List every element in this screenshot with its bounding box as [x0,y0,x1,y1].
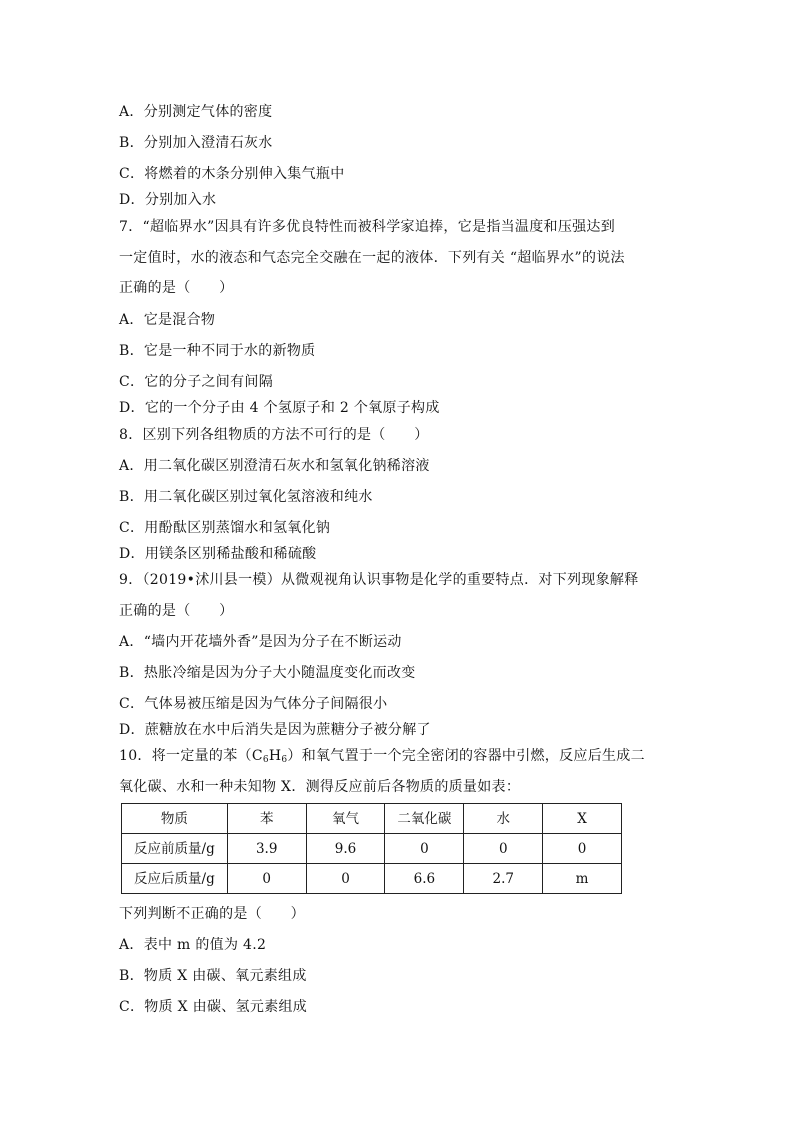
q8-option-c: C．用酚酞区别蒸馏水和氢氧化钠 [119,520,331,536]
q10-option-c: C．物质 X 由碳、氢元素组成 [119,999,308,1015]
q10-stem-line3: 下列判断不正确的是（ ） [119,906,305,922]
table-cell: 0 [385,834,464,864]
q6-option-c: C．将燃着的木条分别伸入集气瓶中 [119,166,345,182]
q10-subscript-1: 6 [262,755,269,765]
table-cell: 3.9 [227,834,306,864]
table-header-cell: 二氧化碳 [385,804,464,834]
q10-subscript-2: 6 [281,755,288,765]
table-cell: m [543,864,622,894]
table-cell: 0 [306,864,385,894]
q10-stem-line2: 氧化碳、水和一种未知物 X．测得反应前后各物质的质量如表： [119,779,521,795]
table-cell: 6.6 [385,864,464,894]
q9-stem-line1: 9．（2019•沭川县一模）从微观视角认识事物是化学的重要特点．对下列现象解释 [119,572,639,588]
table-cell: 9.6 [306,834,385,864]
q8-option-b: B．用二氧化碳区别过氧化氢溶液和纯水 [119,489,373,505]
q6-option-a: A．分别测定气体的密度 [119,104,273,120]
q7-option-d: D．它的一个分子由 4 个氢原子和 2 个氧原子构成 [119,400,440,416]
table-row [122,864,622,894]
q7-option-b: B．它是一种不同于水的新物质 [119,343,316,359]
mass-table [121,803,622,894]
table-header-cell: 物质 [122,804,228,834]
table-cell: 0 [464,834,543,864]
q6-option-b: B．分别加入澄清石灰水 [119,135,273,151]
table-header-cell: 苯 [227,804,306,834]
q7-option-c: C．它的分子之间有间隔 [119,374,274,390]
q6-option-d: D．分别加入水 [119,192,217,208]
q7-stem-line2: 一定值时，水的液态和气态完全交融在一起的液体．下列有关 “超临界水”的说法 [119,250,625,266]
q7-option-a: A．它是混合物 [119,312,216,328]
table-header-cell: X [543,804,622,834]
q10-option-a: A．表中 m 的值为 4.2 [119,937,267,953]
table-cell: 0 [543,834,622,864]
table-cell: 反应后质量/g [122,864,228,894]
table-cell: 0 [227,864,306,894]
table-row [122,834,622,864]
q10-formula-h: H [268,748,282,764]
table-cell: 2.7 [464,864,543,894]
q8-option-a: A．用二氧化碳区别澄清石灰水和氢氧化钠稀溶液 [119,458,430,474]
q9-option-a: A．“墙内开花墙外香”是因为分子在不断运动 [119,634,402,650]
q10-option-b: B．物质 X 由碳、氧元素组成 [119,968,307,984]
q8-option-d: D．用镁条区别稀盐酸和稀硫酸 [119,546,317,562]
q10-stem-line1 [119,747,645,769]
q9-option-b: B．热胀冷缩是因为分子大小随温度变化而改变 [119,665,416,681]
table-header-cell: 氧气 [306,804,385,834]
table-header-row [122,804,622,834]
q9-stem-line2: 正确的是（ ） [119,603,234,619]
q7-stem-line3: 正确的是（ ） [119,280,234,296]
q9-option-d: D．蔗糖放在水中后消失是因为蔗糖分子被分解了 [119,722,431,738]
table-cell: 反应前质量/g [122,834,228,864]
q9-option-c: C．气体易被压缩是因为气体分子间隔很小 [119,696,388,712]
q8-stem: 8．区别下列各组物质的方法不可行的是（ ） [119,427,429,443]
q10-prefix: 10．将一定量的苯（C [119,748,263,764]
table-header-cell: 水 [464,804,543,834]
q7-stem-line1: 7．“超临界水”因具有许多优良特性而被科学家追捧，它是指当温度和压强达到 [119,219,616,235]
q10-suffix: ）和氧气置于一个完全密闭的容器中引燃，反应后生成二 [287,748,645,764]
